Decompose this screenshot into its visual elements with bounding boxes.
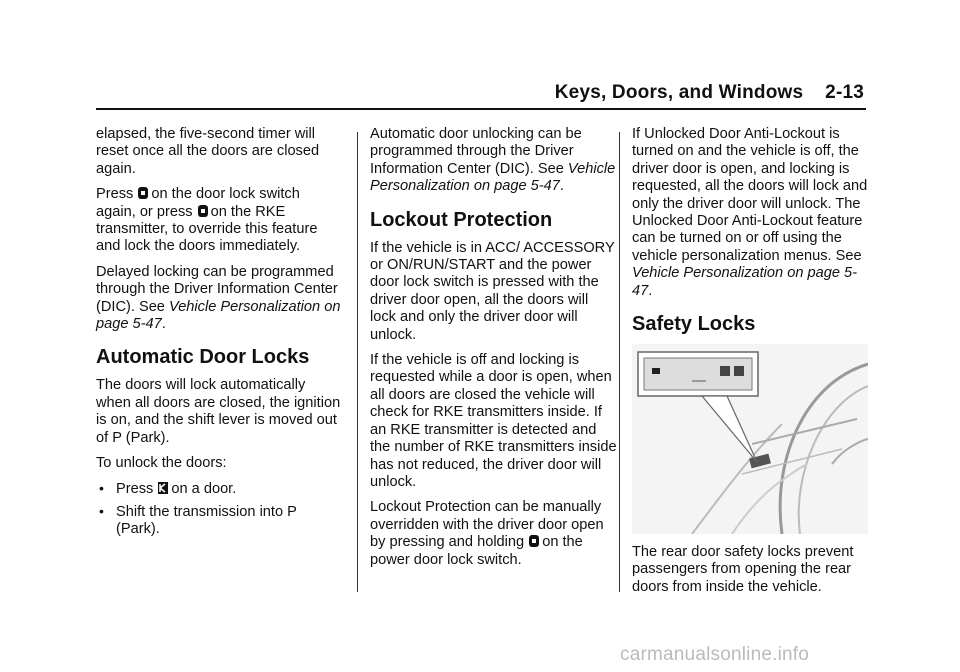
paragraph bbox=[96, 264, 344, 334]
page-header bbox=[96, 80, 866, 110]
section-title: Keys, Doors, and Windows bbox=[554, 82, 804, 103]
text: on the RKE bbox=[210, 203, 286, 220]
text: . bbox=[648, 282, 653, 299]
text: on the door lock switch bbox=[151, 186, 300, 203]
paragraph bbox=[370, 126, 618, 196]
list-item bbox=[96, 504, 344, 539]
column-2 bbox=[370, 126, 618, 577]
text: Press bbox=[116, 480, 154, 497]
text: Delayed locking can be programmed through the Driver Information Center (DIC). See bbox=[96, 263, 338, 315]
text: again, or press bbox=[96, 203, 193, 220]
text: on a door. bbox=[171, 480, 237, 497]
paragraph: The doors will lock automatically when all doors are closed, the ignition is on, and the shift lever is moved out of P (Park). bbox=[96, 377, 341, 446]
section-heading: Automatic Door Locks bbox=[96, 346, 310, 369]
text: transmitter, to override this feature and lock the doors immediately. bbox=[96, 221, 318, 255]
text: . bbox=[161, 316, 166, 333]
section-heading: Lockout Protection bbox=[370, 208, 553, 231]
text: Press bbox=[96, 186, 134, 203]
header-title bbox=[555, 82, 864, 104]
lock-icon bbox=[197, 204, 209, 218]
unlock-icon bbox=[157, 481, 169, 495]
bullet-icon: • bbox=[99, 479, 104, 496]
list-item bbox=[96, 481, 344, 498]
column-divider bbox=[357, 132, 358, 592]
column-3 bbox=[632, 126, 870, 604]
paragraph bbox=[370, 499, 618, 569]
cross-reference[interactable]: Vehicle Personalization on page 5-47 bbox=[370, 160, 616, 195]
paragraph: If the vehicle is off and locking is requested while a door is open, when all doors are closed the vehicle will check for RKE transmitters inside. If an RKE transmitter is detected and the number of RKE transmitters inside has not reduced, the driver door will unlock. bbox=[370, 352, 617, 490]
column-divider bbox=[619, 132, 620, 592]
text: Automatic door unlocking can be programmed through the Driver Information Center (DIC). See bbox=[370, 126, 582, 177]
text: Lockout Protection can be manually overridden with the driver door open by pressing and holding bbox=[370, 499, 604, 551]
cross-reference[interactable]: Vehicle Personalization on page 5-47 bbox=[632, 265, 857, 299]
paragraph bbox=[632, 126, 870, 300]
section-heading: Safety Locks bbox=[632, 313, 756, 336]
paragraph: The rear door safety locks prevent passengers from opening the rear doors from inside the vehicle. bbox=[632, 544, 854, 595]
paragraph: To unlock the doors: bbox=[96, 455, 227, 472]
paragraph: elapsed, the five-second timer will reset once all the doors are closed again. bbox=[96, 126, 320, 177]
watermark: carmanualsonline.info bbox=[620, 644, 810, 665]
text: . bbox=[559, 178, 564, 195]
text: on the power door lock switch. bbox=[370, 534, 583, 568]
paragraph bbox=[96, 186, 344, 256]
cross-reference[interactable]: Vehicle Personalization on page 5-47 bbox=[96, 298, 341, 333]
illustration-svg bbox=[632, 344, 868, 534]
bullet-icon: • bbox=[99, 502, 104, 519]
text: Shift the transmission into P (Park). bbox=[116, 503, 297, 538]
page-number: 2-13 bbox=[825, 82, 864, 103]
lock-icon bbox=[137, 186, 149, 200]
door-panel-illustration bbox=[632, 344, 868, 534]
column-1 bbox=[96, 126, 344, 545]
lock-icon bbox=[528, 534, 540, 548]
paragraph: If the vehicle is in ACC/ ACCESSORY or ON/RUN/START and the power door lock switch is pressed with the driver door open, all the doors will lock and only the driver door will unlock. bbox=[370, 239, 615, 343]
text: If Unlocked Door Anti-Lockout is turned on and the vehicle is off, the driver door is open, and locking is requested, all the doors will lock and only the driver door will unlock. The Unlocked Door Anti-Lockout feature can be turned on or off using the vehicle personalization menus. See bbox=[632, 126, 868, 264]
